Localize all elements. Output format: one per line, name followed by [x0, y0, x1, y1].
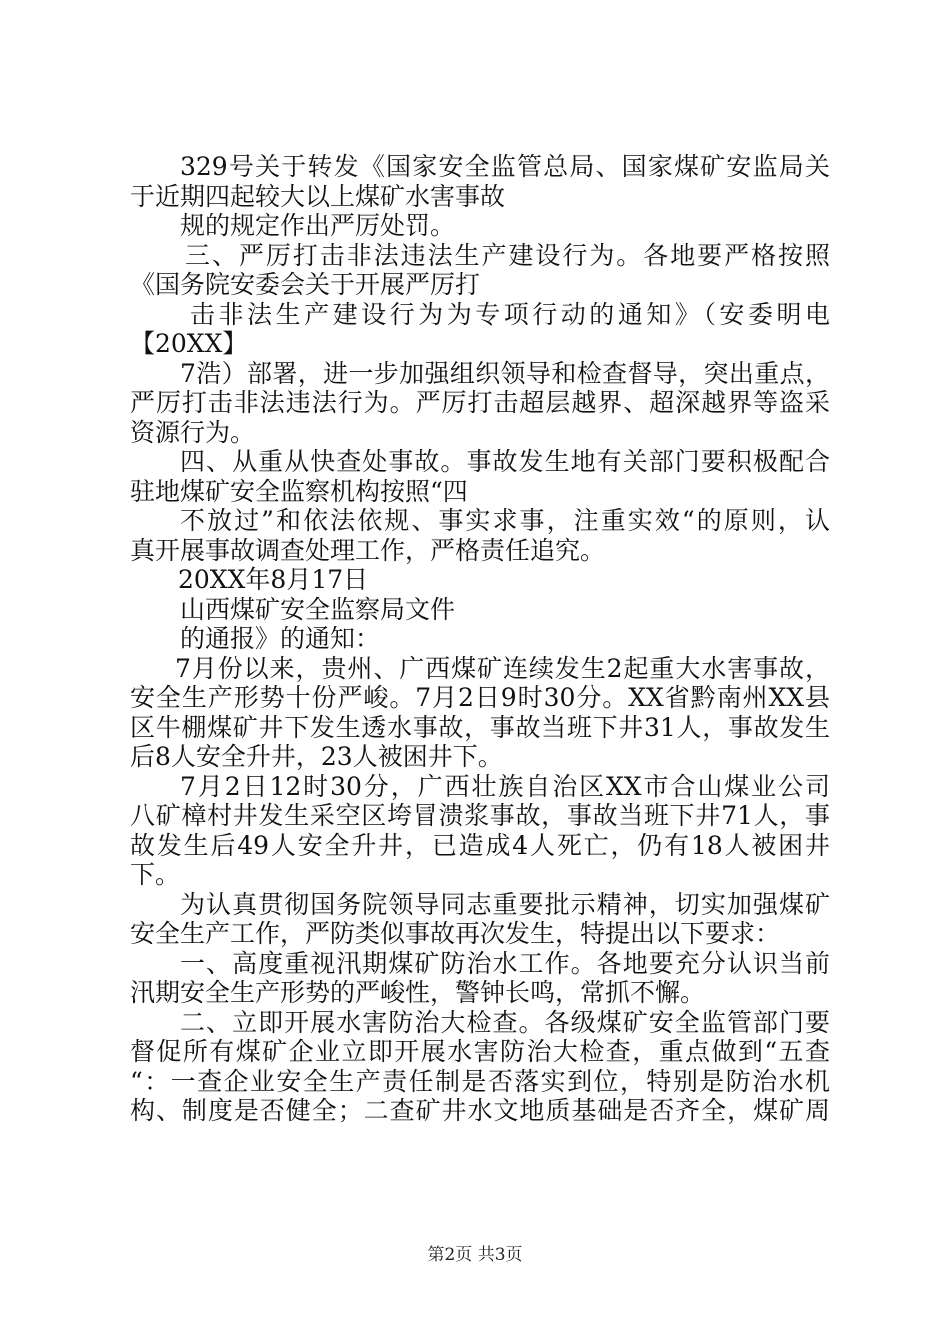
- text-line: 7月2日12时30分，广西壮族自治区XX市合山煤业公司: [180, 771, 830, 801]
- text-line: 区牛棚煤矿井下发生透水事故，事故当班下井31人，事故发生: [130, 712, 830, 742]
- text-line: 四、从重从快查处事故。事故发生地有关部门要积极配合: [180, 447, 830, 476]
- text-line: 安全生产形势十份严峻。7月2日9时30分。XX省黔南州XX县: [130, 683, 830, 712]
- text-line: 后8人安全升井，23人被困井下。: [130, 742, 503, 771]
- text-line: 八矿樟村井发生采空区垮冒溃浆事故，事故当班下井71人，事: [130, 801, 830, 830]
- text-line: 一、高度重视汛期煤矿防治水工作。各地要充分认识当前: [180, 948, 830, 978]
- text-line: 严厉打击非法违法行为。严厉打击超层越界、超深越界等盗采: [130, 388, 830, 417]
- text-line: “：一查企业安全生产责任制是否落实到位，特别是防治水机: [130, 1066, 830, 1096]
- text-line: 7月份以来，贵州、广西煤矿连续发生2起重大水害事故，: [175, 653, 830, 683]
- text-line: 资源行为。: [130, 417, 256, 447]
- text-line: 为认真贯彻国务院领导同志重要批示精神，切实加强煤矿: [180, 889, 830, 919]
- page-footer: 第2页 共3页: [427, 1245, 523, 1265]
- text-line: 20XX年8月17日: [178, 565, 369, 594]
- text-line: 三、严厉打击非法违法生产建设行为。各地要严格按照: [185, 240, 830, 270]
- text-line: 《国务院安委会关于开展严厉打: [130, 270, 481, 299]
- text-line: 安全生产工作，严防类似事故再次发生，特提出以下要求：: [130, 919, 781, 948]
- text-line: 7浩）部署，进一步加强组织领导和检查督导，突出重点，: [180, 358, 830, 388]
- text-line: 故发生后49人安全升井，已造成4人死亡，仍有18人被困井: [130, 830, 830, 860]
- text-line: 汛期安全生产形势的严峻性，警钟长鸣，常抓不懈。: [130, 978, 706, 1007]
- text-line: 驻地煤矿安全监察机构按照“四: [130, 476, 468, 506]
- text-line: 的通报》的通知：: [180, 624, 381, 653]
- text-line: 【20XX】: [130, 329, 248, 358]
- text-line: 规的规定作出严厉处罚。: [180, 211, 456, 240]
- text-line: 不放过”和依法依规、事实求事，注重实效“的原则，认: [180, 506, 830, 535]
- text-line: 于近期四起较大以上煤矿水害事故: [130, 181, 506, 211]
- text-line: 二、立即开展水害防治大检查。各级煤矿安全监管部门要: [180, 1007, 830, 1037]
- text-line: 下。: [130, 860, 181, 889]
- text-line: 329号关于转发《国家安全监管总局、国家煤矿安监局关: [180, 152, 830, 181]
- text-line: 督促所有煤矿企业立即开展水害防治大检查，重点做到“五查: [130, 1037, 830, 1066]
- text-line: 构、制度是否健全；二查矿井水文地质基础是否齐全，煤矿周: [130, 1096, 830, 1125]
- text-line: 真开展事故调查处理工作，严格责任追究。: [130, 535, 606, 565]
- document-body: [130, 152, 830, 1126]
- text-line: 击非法生产建设行为为专项行动的通知》（安委明电: [190, 299, 830, 329]
- text-line: 山西煤矿安全监察局文件: [180, 594, 456, 624]
